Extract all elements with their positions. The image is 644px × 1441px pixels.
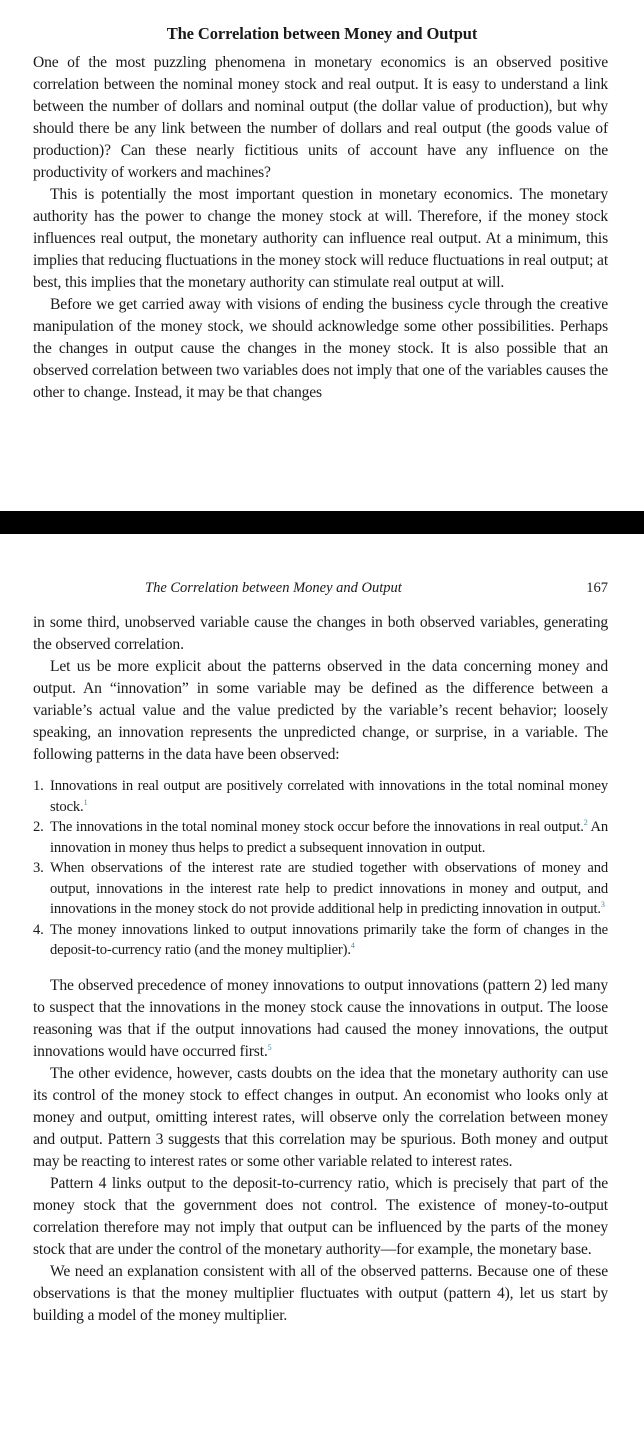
footnote-marker[interactable]: 2 <box>583 818 588 827</box>
running-head-title: The Correlation between Money and Output <box>145 580 402 596</box>
list-item <box>33 920 608 961</box>
list-text: The innovations in the total nominal money stock occur before the innovations in real output. <box>50 819 584 835</box>
list-text: An innovation in money thus helps to predict a subsequent innovation in output. <box>50 819 608 856</box>
running-head <box>0 580 644 602</box>
paragraph: We need an explanation consistent with all of the observed patterns. Because one of these observations is that the money multiplier fluctuates with output (pattern 4), let us start by building a model of the money multiplier. <box>33 1262 608 1324</box>
footnote-marker[interactable]: 1 <box>83 797 88 807</box>
list-number: 3. <box>33 860 44 876</box>
list-item <box>33 776 608 817</box>
bottom-page-body <box>33 612 608 1327</box>
top-page <box>0 0 644 511</box>
footnote-marker[interactable]: 3 <box>600 900 605 909</box>
footnote-marker[interactable]: 5 <box>267 1042 272 1052</box>
list-item <box>33 858 608 920</box>
top-page-body <box>33 52 608 404</box>
page-number: 167 <box>586 580 608 596</box>
paragraph: One of the most puzzling phenomena in monetary economics is an observed positive correlation between the nominal money stock and real output. It is easy to understand a link between the number of dollars and nominal output (the dollar value of production), but why should there be any link between the number of dollars and real output (the goods value of production)? Can these nearly fictitious units of account have any influence on the productivity of workers and machines? <box>33 54 608 181</box>
list-number: 4. <box>33 921 44 938</box>
paragraph-text: The observed precedence of money innovations to output innovations (pattern 2) led many to suspect that the innovations in the money stock cause the innovations in output. The loose reasoning was that if the output innovations had caused the money innovations, the output innovations would have occurred first. <box>33 976 608 1060</box>
paragraph: Pattern 4 links output to the deposit-to-currency ratio, which is precisely that part of the money stock that the government does not control. The existence of money-to-output correlation therefore may not imply that output can be influenced by the parts of the money stock that are under the control of the monetary authority—for example, the monetary base. <box>33 1174 608 1258</box>
paragraph: Let us be more explicit about the patterns observed in the data concerning money and output. An “innovation” in some variable may be defined as the difference between a variable’s actual value and the value predicted by the variable’s recent behavior; loosely speaking, an innovation represents the unpredicted change, or surprise, in a variable. The following patterns in the data have been observed: <box>33 658 608 763</box>
list-text: Innovations in real output are positively correlated with innovations in the total nominal money stock. <box>50 778 608 815</box>
footnote-marker[interactable]: 4 <box>350 941 355 950</box>
section-title: The Correlation between Money and Output <box>166 24 478 43</box>
paragraph: Before we get carried away with visions of ending the business cycle through the creative manipulation of the money stock, we should acknowledge some other possibilities. Perhaps the changes in output cause the changes in the money stock. It is also possible that an observed correlation between two variables does not imply that one of the variables causes the other to change. Instead, it may be that changes <box>33 296 608 401</box>
list-text: When observations of the interest rate are studied together with observations of money and output, innovations in the interest rate help to predict innovations in money and output, and innovations in the money stock do not provide additional help in predicting innovation in output. <box>50 860 608 917</box>
list-number: 1. <box>33 778 44 794</box>
bottom-page <box>0 534 644 1441</box>
list-number: 2. <box>33 819 44 835</box>
patterns-list <box>33 776 608 961</box>
page-divider <box>0 511 644 534</box>
paragraph: This is potentially the most important question in monetary economics. The monetary authority has the power to change the money stock at will. Therefore, if the money stock influences real output, the monetary authority can influence real output. At a minimum, this implies that reducing fluctuations in the money stock will reduce fluctuations in real output; at best, this implies that the monetary authority can stimulate real output at will. <box>33 186 608 291</box>
paragraph <box>33 975 608 1063</box>
list-item <box>33 817 608 858</box>
paragraph: in some third, unobserved variable cause the changes in both observed variables, generating the observed correlation. <box>33 614 608 653</box>
list-text: The money innovations linked to output innovations primarily take the form of changes in the deposit-to-currency ratio (and the money multiplier). <box>50 921 608 958</box>
paragraph: The other evidence, however, casts doubts on the idea that the monetary authority can use its control of the money stock to effect changes in output. An economist who looks only at money and output, omitting interest rates, will observe only the correlation between money and output. Pattern 3 suggests that this correlation may be spurious. Both money and output may be reacting to interest rates or some other variable related to interest rates. <box>33 1064 608 1170</box>
